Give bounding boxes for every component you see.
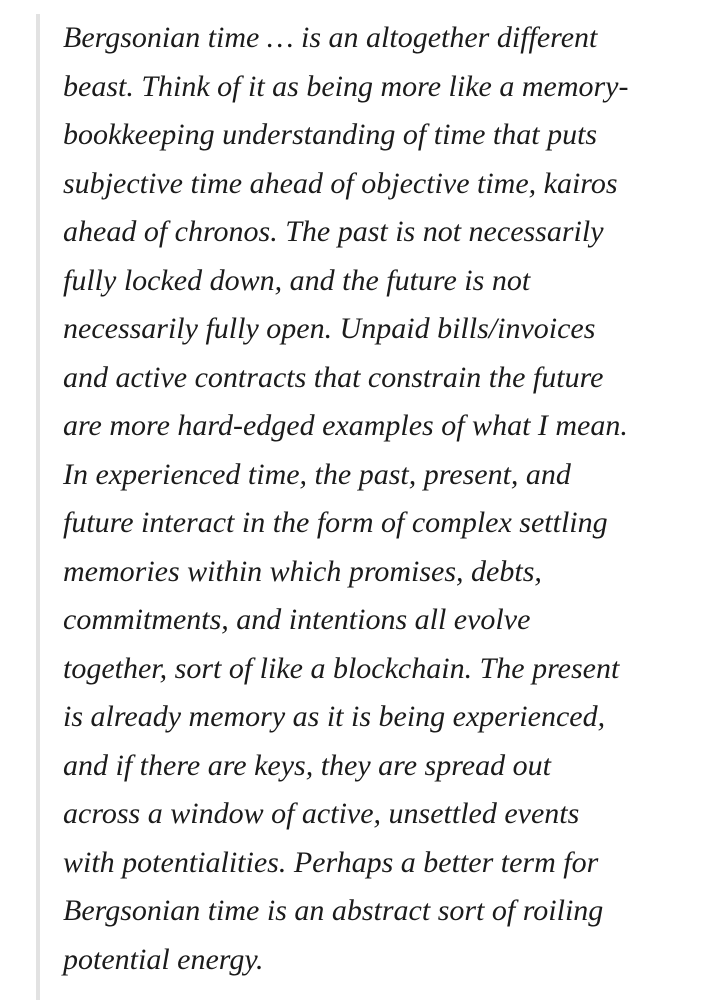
blockquote-text: Bergsonian time … is an altogether different beast. Think of it as being more like a memory- bookkeeping understanding of time that puts subjective time ahead of objective time, kairos ahead of chronos. The past is not necessarily fully locked down, and the future is not necessarily fully open. Unpaid bills/invoices and active contracts that constrain the future are more hard-edged examples of what I mean. In experienced time, the past, present, and future interact in the form of complex settling memories within which promises, debts, commitments, and intentions all evolve together, sort of like a blockchain. The present is already memory as it is being experienced, and if there are keys, they are spread out across a window of active, unsettled events with potentialities. Perhaps a better term for Bergsonian time is an abstract sort of roiling potential energy. (63, 21, 629, 976)
blockquote-border (36, 14, 40, 1000)
